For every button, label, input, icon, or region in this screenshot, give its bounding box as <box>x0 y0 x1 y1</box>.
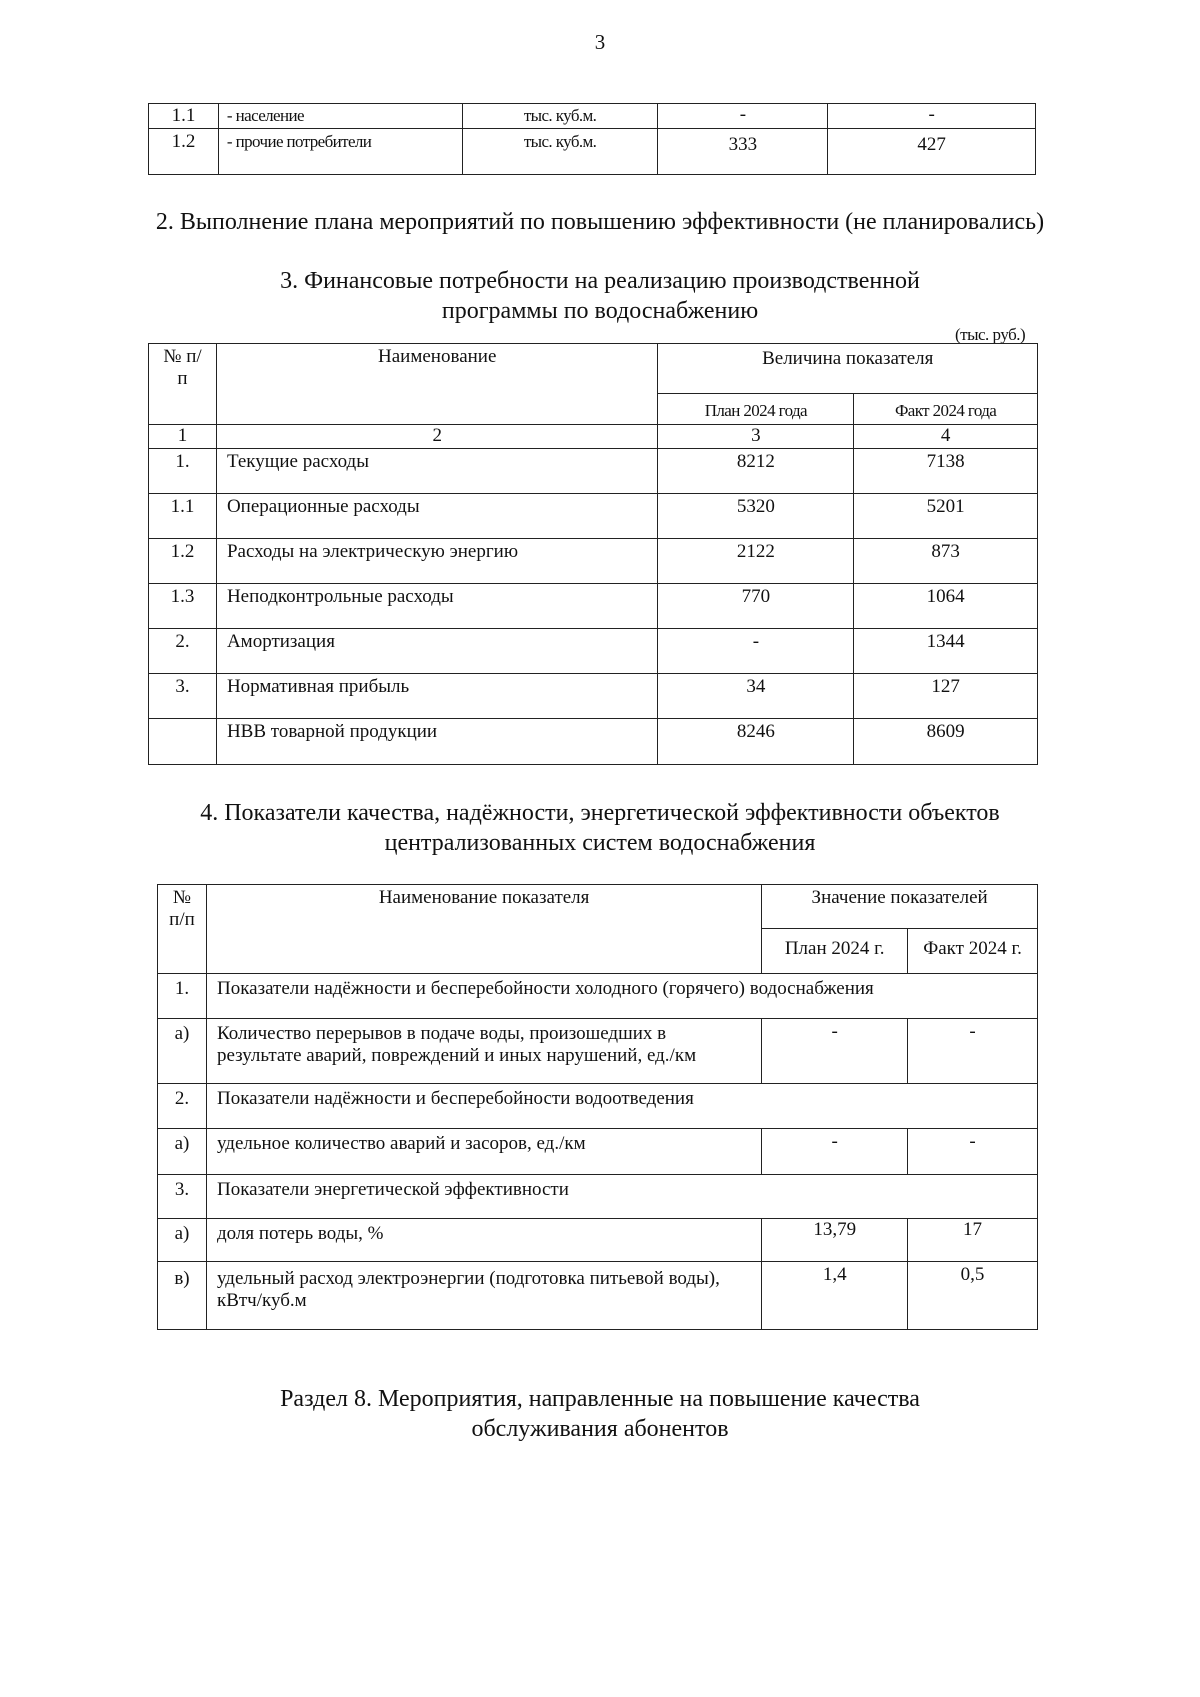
table-row <box>158 1175 1038 1219</box>
row-plan: - <box>762 1129 908 1175</box>
table-row <box>149 449 1038 494</box>
column-number: 3 <box>658 425 854 449</box>
row-fact: 7138 <box>854 449 1038 494</box>
column-number: 1 <box>149 425 217 449</box>
row-name: Амортизация <box>216 629 658 674</box>
row-fact: 0,5 <box>908 1262 1038 1330</box>
row-plan: 2122 <box>658 539 854 584</box>
section8-heading-line1: Раздел 8. Мероприятия, направленные на повышение качества <box>280 1386 920 1412</box>
quality-table <box>157 884 1038 1330</box>
table-row <box>158 1262 1038 1330</box>
row-unit: тыс. куб.м. <box>462 129 658 175</box>
table-row <box>158 1219 1038 1262</box>
header-value: Величина показателя <box>658 344 1038 394</box>
header-value: Значение показателей <box>762 885 1038 929</box>
row-fact: 1064 <box>854 584 1038 629</box>
row-name: Операционные расходы <box>216 494 658 539</box>
row-name: Текущие расходы <box>216 449 658 494</box>
row-plan: 1,4 <box>762 1262 908 1330</box>
table-row <box>149 674 1038 719</box>
row-name: НВВ товарной продукции <box>216 719 658 765</box>
header-name: Наименование <box>216 344 658 425</box>
row-plan: 13,79 <box>762 1219 908 1262</box>
row-fact: 8609 <box>854 719 1038 765</box>
row-fact: 127 <box>854 674 1038 719</box>
group-title: Показатели энергетической эффективности <box>206 1175 1037 1219</box>
header-plan: План 2024 года <box>658 394 854 425</box>
row-plan: - <box>762 1019 908 1084</box>
row-unit: тыс. куб.м. <box>462 104 658 129</box>
row-number: а) <box>158 1129 207 1175</box>
table-row <box>149 104 1036 129</box>
section3-heading-line2: программы по водоснабжению <box>441 298 759 324</box>
page-number: 3 <box>594 30 606 54</box>
row-plan: 8212 <box>658 449 854 494</box>
unit-note: (тыс. руб.) <box>955 325 1026 344</box>
row-number: в) <box>158 1262 207 1330</box>
row-number: 1.3 <box>149 584 217 629</box>
header-fact: Факт 2024 года <box>854 394 1038 425</box>
group-number: 2. <box>158 1084 207 1129</box>
row-plan: - <box>658 104 828 129</box>
row-plan: 34 <box>658 674 854 719</box>
header-plan: План 2024 г. <box>762 929 908 974</box>
section2-heading: 2. Выполнение плана мероприятий по повышению эффективности (не планировались) <box>155 209 1045 235</box>
row-number: 1.2 <box>149 129 219 175</box>
row-name: Неподконтрольные расходы <box>216 584 658 629</box>
row-fact: - <box>908 1129 1038 1175</box>
header-number: № п/п <box>158 885 207 974</box>
header-fact: Факт 2024 г. <box>908 929 1038 974</box>
header-name: Наименование показателя <box>206 885 761 974</box>
table-row <box>149 494 1038 539</box>
table-row <box>149 539 1038 584</box>
row-number <box>149 719 217 765</box>
row-number: 3. <box>149 674 217 719</box>
table-row <box>149 629 1038 674</box>
row-number: 1. <box>149 449 217 494</box>
row-fact: 17 <box>908 1219 1038 1262</box>
row-number: 1.1 <box>149 494 217 539</box>
column-number: 4 <box>854 425 1038 449</box>
row-name: - прочие потребители <box>218 129 462 175</box>
section4-heading-line1: 4. Показатели качества, надёжности, энергетической эффективности объектов <box>200 800 1000 826</box>
row-number: 1.1 <box>149 104 219 129</box>
section3-heading-line1: 3. Финансовые потребности на реализацию производственной <box>280 268 920 294</box>
group-number: 3. <box>158 1175 207 1219</box>
table-row <box>158 1129 1038 1175</box>
table-row <box>149 584 1038 629</box>
group-title: Показатели надёжности и бесперебойности водоотведения <box>206 1084 1037 1129</box>
header-number: № п/п <box>149 344 217 425</box>
table-row <box>158 974 1038 1019</box>
row-fact: 1344 <box>854 629 1038 674</box>
financial-table <box>148 343 1038 765</box>
row-number: а) <box>158 1019 207 1084</box>
group-title: Показатели надёжности и бесперебойности холодного (горячего) водоснабжения <box>206 974 1037 1019</box>
row-name: удельный расход электроэнергии (подготовка питьевой воды), кВтч/куб.м <box>206 1262 761 1330</box>
row-plan: 5320 <box>658 494 854 539</box>
row-name: Расходы на электрическую энергию <box>216 539 658 584</box>
row-fact: - <box>828 104 1036 129</box>
row-name: доля потерь воды, % <box>206 1219 761 1262</box>
row-name: Количество перерывов в подаче воды, произошедших в результате аварий, повреждений и иных нарушений, ед./км <box>206 1019 761 1084</box>
row-name: - население <box>218 104 462 129</box>
row-plan: 770 <box>658 584 854 629</box>
section4-heading-line2: централизованных систем водоснабжения <box>384 830 816 856</box>
group-number: 1. <box>158 974 207 1019</box>
row-number: а) <box>158 1219 207 1262</box>
row-plan: - <box>658 629 854 674</box>
row-fact: 5201 <box>854 494 1038 539</box>
row-name: удельное количество аварий и засоров, ед./км <box>206 1129 761 1175</box>
table-row <box>158 1084 1038 1129</box>
section8-heading-line2: обслуживания абонентов <box>471 1416 729 1442</box>
row-fact: 873 <box>854 539 1038 584</box>
row-number: 1.2 <box>149 539 217 584</box>
row-fact: - <box>908 1019 1038 1084</box>
volume-table <box>148 103 1036 175</box>
row-number: 2. <box>149 629 217 674</box>
table-row <box>158 1019 1038 1084</box>
row-plan: 8246 <box>658 719 854 765</box>
column-number: 2 <box>216 425 658 449</box>
table-row <box>149 129 1036 175</box>
row-fact: 427 <box>828 129 1036 175</box>
table-row <box>149 719 1038 765</box>
row-plan: 333 <box>658 129 828 175</box>
row-name: Нормативная прибыль <box>216 674 658 719</box>
